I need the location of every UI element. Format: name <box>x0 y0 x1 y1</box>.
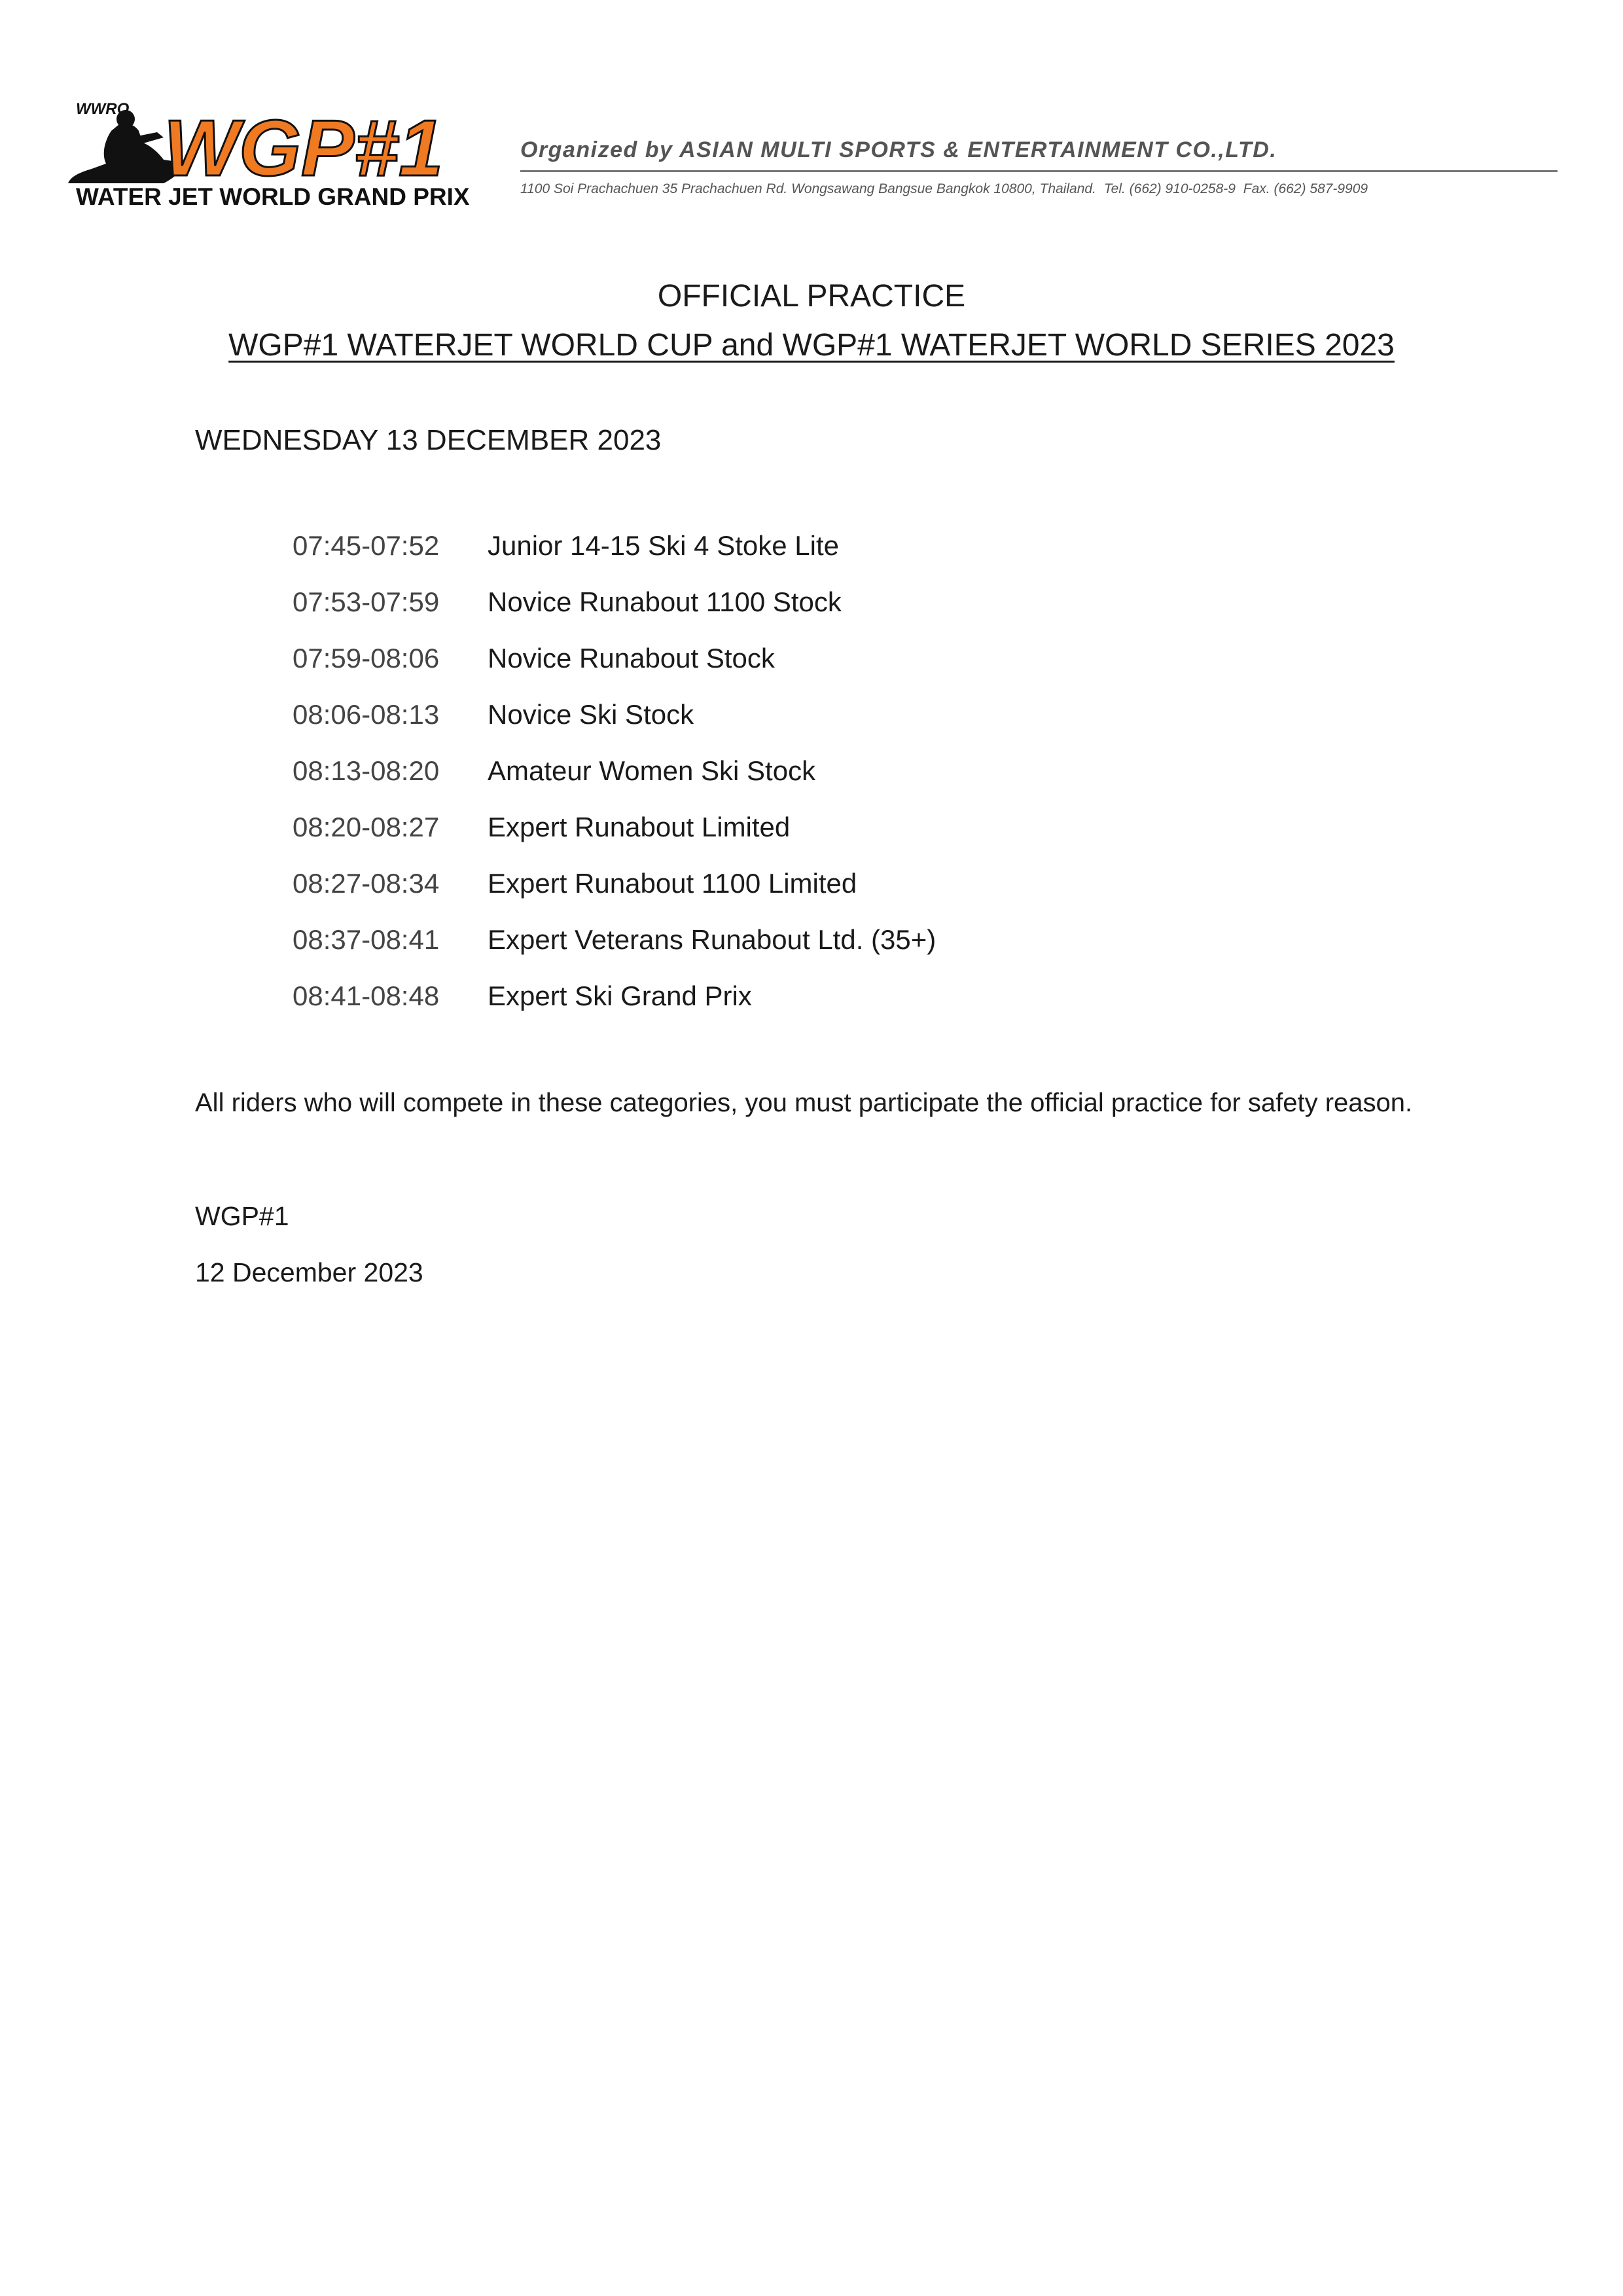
organizer-tel: Tel. (662) 910-0258-9 <box>1103 181 1236 196</box>
signature-name: WGP#1 <box>195 1201 289 1231</box>
document-subtitle-text: WGP#1 WATERJET WORLD CUP and WGP#1 WATERJET WORLD SERIES 2023 <box>228 328 1395 363</box>
organizer-address: 1100 Soi Prachachuen 35 Prachachuen Rd. Wongsawang Bangsue Bangkok 10800, Thailand. <box>520 181 1096 196</box>
schedule-class: Novice Runabout Stock <box>488 643 775 673</box>
schedule-class: Junior 14-15 Ski 4 Stoke Lite <box>488 530 839 561</box>
schedule-class: Expert Ski Grand Prix <box>488 980 752 1011</box>
schedule-time: 08:27-08:34 <box>293 868 440 899</box>
schedule-class: Expert Runabout Limited <box>488 812 791 842</box>
schedule-time: 07:59-08:06 <box>293 643 440 673</box>
organizer-contact <box>520 181 1558 197</box>
document-title: OFFICIAL PRACTICE <box>657 279 966 314</box>
schedule-row <box>293 586 1274 626</box>
schedule-row <box>293 530 1274 569</box>
wgp-logo <box>65 92 497 223</box>
schedule-row <box>293 868 1274 907</box>
schedule-class: Novice Ski Stock <box>488 699 694 730</box>
schedule-row <box>293 980 1274 1020</box>
schedule-class: Amateur Women Ski Stock <box>488 755 816 786</box>
logo-small-text: WWRO <box>76 100 130 118</box>
signature-date: 12 December 2023 <box>195 1257 423 1287</box>
logo-main-text: WGP#1 <box>164 103 444 192</box>
schedule-time: 08:37-08:41 <box>293 924 440 955</box>
schedule-class: Expert Veterans Runabout Ltd. (35+) <box>488 924 936 955</box>
safety-notice: All riders who will compete in these categories, you must participate the official practice for safety reason. <box>195 1088 1413 1117</box>
organizer-block <box>520 137 1558 197</box>
letterhead-divider <box>520 170 1558 172</box>
schedule-time: 08:20-08:27 <box>293 812 440 842</box>
session-date: WEDNESDAY 13 DECEMBER 2023 <box>195 424 662 456</box>
document-subtitle <box>0 327 1623 363</box>
schedule-time: 07:53-07:59 <box>293 586 440 617</box>
schedule-row <box>293 755 1274 795</box>
organizer-fax: Fax. (662) 587-9909 <box>1243 181 1368 196</box>
schedule-row <box>293 924 1274 963</box>
schedule-row <box>293 699 1274 738</box>
schedule-class: Expert Runabout 1100 Limited <box>488 868 857 899</box>
schedule-time: 07:45-07:52 <box>293 530 440 561</box>
logo-caption: WATER JET WORLD GRAND PRIX <box>76 183 470 210</box>
schedule-row <box>293 643 1274 682</box>
letterhead <box>65 92 1558 223</box>
schedule-row <box>293 812 1274 851</box>
schedule-class: Novice Runabout 1100 Stock <box>488 586 842 617</box>
organizer-line: Organized by ASIAN MULTI SPORTS & ENTERTAINMENT CO.,LTD. <box>520 137 1277 162</box>
schedule-time: 08:41-08:48 <box>293 980 440 1011</box>
schedule-time: 08:06-08:13 <box>293 699 440 730</box>
schedule-time: 08:13-08:20 <box>293 755 440 786</box>
